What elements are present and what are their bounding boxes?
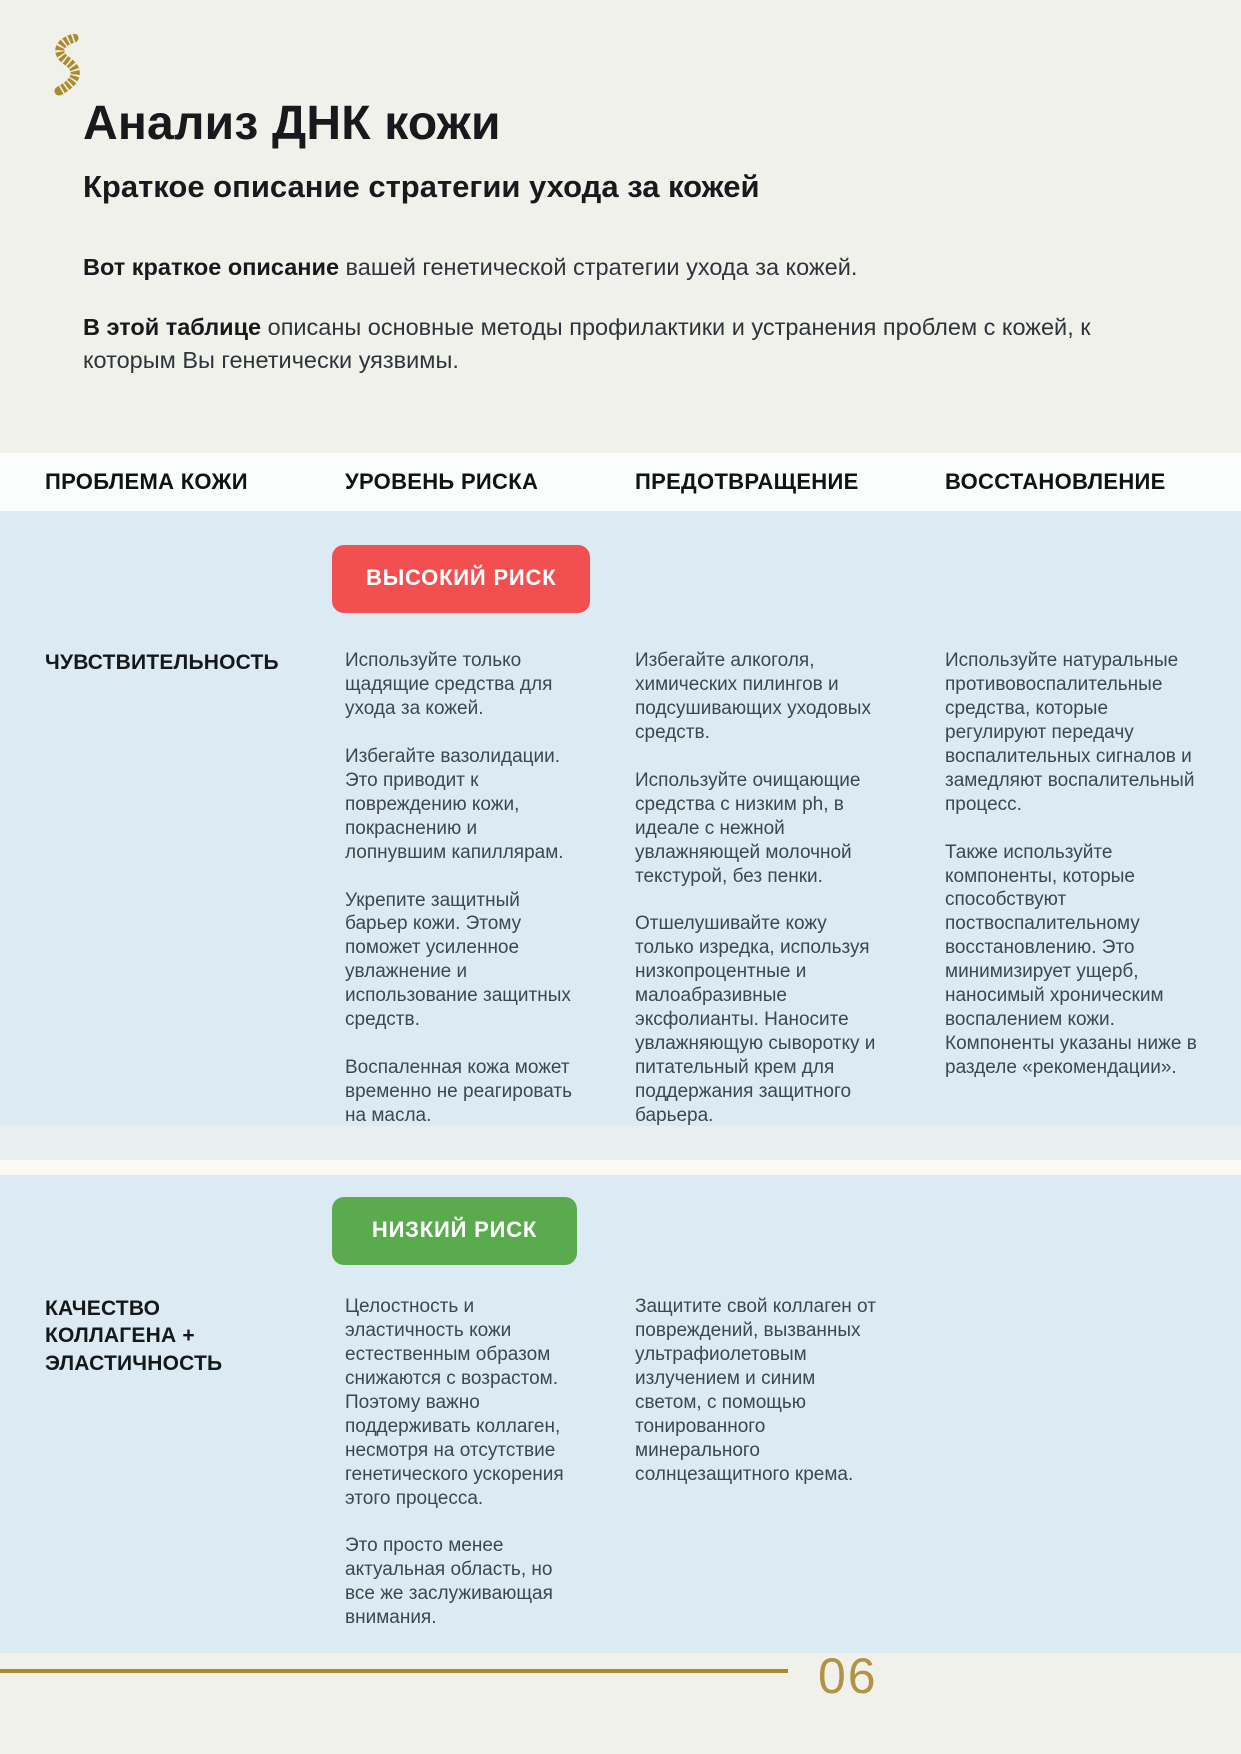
prevention-cell <box>635 649 945 1126</box>
section-divider-gap <box>0 1160 1241 1175</box>
risk-level-cell <box>345 1295 635 1638</box>
intro-1-bold: Вот краткое описание <box>83 254 340 280</box>
high-risk-badge: ВЫСОКИЙ РИСК <box>332 545 590 613</box>
intro-paragraph-1 <box>83 251 1093 284</box>
recovery-cell-empty <box>945 1295 1241 1638</box>
cell-paragraph: Это просто менее актуальная область, но все же заслуживающая внимания. <box>345 1535 553 1629</box>
page-number: 06 <box>818 1648 878 1704</box>
prevention-cell <box>635 1295 945 1638</box>
intro-paragraph-2 <box>83 311 1093 377</box>
section-divider <box>0 1126 1241 1160</box>
cell-paragraph: Защитите свой коллаген от повреждений, вызванных ультрафиолетовым излучением и синим светом, с помощью тонированного минерального солнцезащитного крема. <box>635 1296 876 1485</box>
table-header-row <box>0 453 1241 511</box>
cell-paragraph: Используйте очищающие средства с низким ph, в идеале с нежной увлажняющей молочной текстурой, без пенки. <box>635 769 861 887</box>
header-cell-problem: ПРОБЛЕМА КОЖИ <box>45 469 248 494</box>
table-row <box>0 1295 1241 1638</box>
table-row <box>0 649 1241 1126</box>
badge-row <box>0 511 1241 613</box>
cell-paragraph: Также используйте компоненты, которые способствуют поствоспалительному восстановлению. Это минимизирует ущерб, наносимый хроническим воспалением кожи. Компоненты указаны ниже в разделе «рекомендации». <box>945 841 1197 1078</box>
cell-paragraph: Укрепите защитный барьер кожи. Этому поможет усиленное увлажнение и использование защитных средств. <box>345 889 571 1031</box>
cell-paragraph: Отшелушивайте кожу только изредка, используя низкопроцентные и малоабразивные эксфолианты. Наносите увлажняющую сыворотку и питательный крем для поддержания защитного барьера. <box>635 913 876 1126</box>
intro-2-text: описаны основные методы профилактики и устранения проблем с кожей, к которым Вы генетически уязвимы. <box>83 313 1091 373</box>
intro-1-text: вашей генетической стратегии ухода за кожей. <box>339 254 858 280</box>
recovery-cell <box>945 649 1241 1126</box>
problem-label: КАЧЕСТВО КОЛЛАГЕНА + ЭЛАСТИЧНОСТЬ <box>45 1297 223 1375</box>
cell-paragraph: Избегайте алкоголя, химических пилингов и подсушивающих уходовых средств. <box>635 650 871 743</box>
cell-paragraph: Избегайте вазолидации. Это приводит к повреждению кожи, покраснению и лопнувшим капиллярам. <box>345 745 564 863</box>
risk-card-sensitivity <box>0 511 1241 1126</box>
risk-card-collagen <box>0 1175 1241 1653</box>
page-footer <box>0 1648 1241 1754</box>
cell-paragraph: Используйте только щадящие средства для ухода за кожей. <box>345 650 553 719</box>
gold-divider-line <box>0 1669 788 1673</box>
page-subtitle: Краткое описание стратегии ухода за кожей <box>83 169 760 204</box>
header-cell-recovery: ВОССТАНОВЛЕНИЕ <box>945 469 1166 494</box>
page-header <box>0 0 1241 453</box>
page-title: Анализ ДНК кожи <box>83 97 501 150</box>
cell-paragraph: Используйте натуральные противовоспалительные средства, которые регулируют передачу воспалительных сигналов и замедляют воспалительный процесс. <box>945 650 1195 815</box>
dna-helix-icon <box>46 34 86 96</box>
low-risk-badge: НИЗКИЙ РИСК <box>332 1197 577 1265</box>
risk-level-cell <box>345 649 635 1126</box>
cell-paragraph: Воспаленная кожа может временно не реагировать на масла. <box>345 1057 573 1126</box>
header-cell-prevention: ПРЕДОТВРАЩЕНИЕ <box>635 469 859 494</box>
badge-row <box>0 1175 1241 1265</box>
problem-label: ЧУВСТВИТЕЛЬНОСТЬ <box>45 651 279 674</box>
header-cell-risk: УРОВЕНЬ РИСКА <box>345 469 539 494</box>
cell-paragraph: Целостность и эластичность кожи естественным образом снижаются с возрастом. Поэтому важно поддерживать коллаген, несмотря на отсутствие генетического ускорения этого процесса. <box>345 1296 564 1509</box>
intro-2-bold: В этой таблице <box>83 313 262 340</box>
